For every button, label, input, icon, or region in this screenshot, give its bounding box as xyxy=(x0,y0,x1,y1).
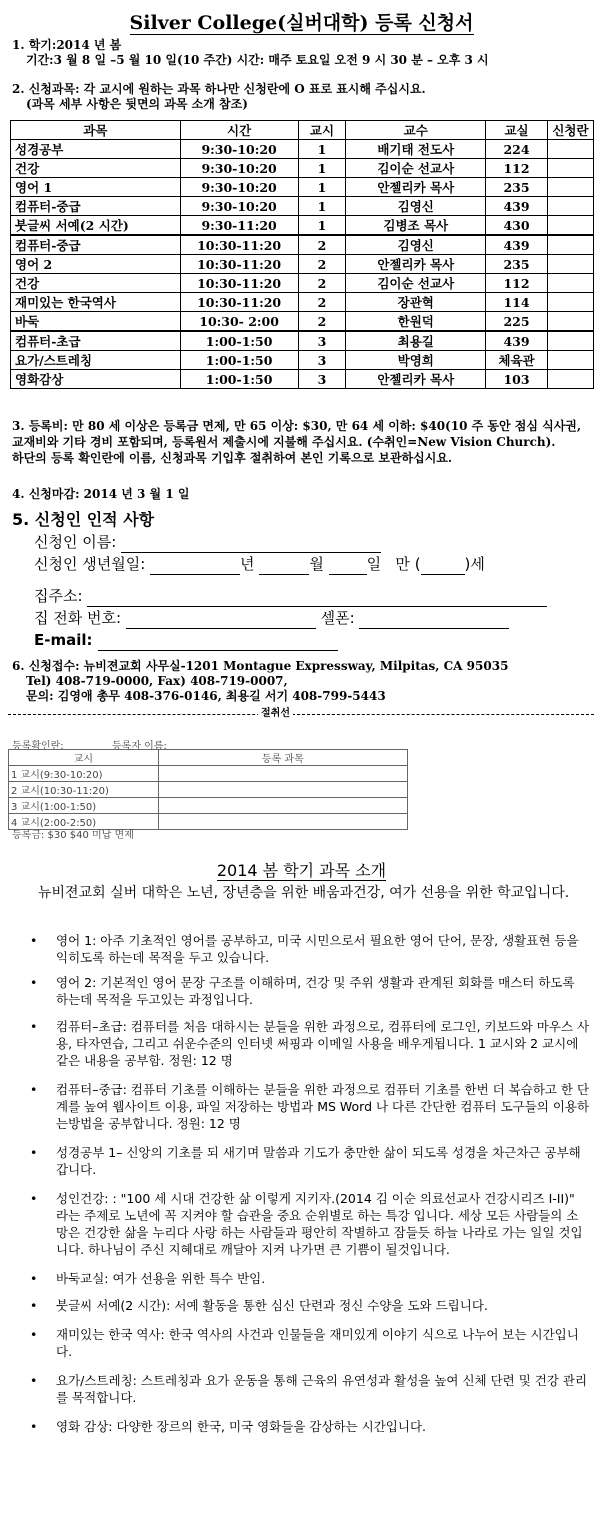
intro-text: 뉴비젼교회 실버 대학은 노년, 장년층을 위한 배움과건강, 여가 선용을 위한 학교입니다. xyxy=(38,885,570,901)
course-name: 컴퓨터-초급 xyxy=(11,331,181,351)
cut-line-label: 절취선 xyxy=(258,708,293,720)
bullet-icon: • xyxy=(30,1298,38,1313)
course-row xyxy=(11,351,594,370)
month-label: 월 xyxy=(309,555,324,573)
receipt-table xyxy=(8,749,408,830)
receipt-row xyxy=(9,766,408,782)
course-name: 바둑 xyxy=(11,312,181,332)
course-name: 영어 1 xyxy=(11,178,181,197)
description-label: 영화 감상: xyxy=(56,1419,113,1434)
description-text: 다양한 장르의 한국, 미국 영화들을 감상하는 시간입니다. xyxy=(116,1419,426,1434)
course-row xyxy=(11,331,594,351)
description-label: 성경공부 1– xyxy=(56,1145,123,1160)
name-label: 신청인 이름: xyxy=(34,533,117,551)
birth-row: 신청인 생년월일: 년 월 일 만 ( )세 xyxy=(34,555,485,573)
course-room: 439 xyxy=(486,197,548,216)
fee-line-1: 3. 등록비: 만 80 세 이상은 등록금 면제, 만 65 이상: $30, 만 64 세 이하: $40(10 주 동안 점심 식사권, xyxy=(12,419,582,433)
course-period: 1 xyxy=(298,159,346,178)
course-apply-cell[interactable] xyxy=(547,216,593,236)
cut-line xyxy=(8,708,594,720)
address-label: 집주소: xyxy=(34,587,83,605)
course-time: 10:30-11:20 xyxy=(180,293,298,312)
description-text: 신앙의 기초를 되 새기며 말씀과 기도가 충만한 삶이 되도록 성경을 차근차근 공부해갑니다. xyxy=(56,1145,581,1177)
receipt-col-period: 교시 xyxy=(9,750,159,766)
description-text: : "100 세 시대 건강한 삶 이렇게 지키자.(2014 김 이순 의료선교사 건강시리즈 I-II)" 라는 주제로 노년에 꼭 지켜야 할 습관을 중요 순위별로 하는 특강 입니다. 세상 모든 사람들의 소망은 건강한 삶을 누리다 사랑 하는 사람들과 평안히 작별하고 잠들듯 하늘 나라로 가는 일일 것입니다. 하나님이 주신 지혜대로 깨달아 지켜 나가면 큰 기쁨이 될것입니다. xyxy=(56,1191,583,1257)
deadline: 4. 신청마감: 2014 년 3 월 1 일 xyxy=(12,487,190,501)
description-item xyxy=(30,932,590,966)
course-room: 225 xyxy=(486,312,548,332)
course-instructor: 김이순 선교사 xyxy=(346,159,486,178)
description-label: 바둑교실: xyxy=(56,1271,109,1286)
cell-field[interactable] xyxy=(359,612,509,629)
course-apply-cell[interactable] xyxy=(547,197,593,216)
receipt-row xyxy=(9,798,408,814)
name-field[interactable] xyxy=(121,536,381,553)
description-item xyxy=(30,1418,590,1435)
course-room: 224 xyxy=(486,140,548,159)
course-apply-cell[interactable] xyxy=(547,293,593,312)
course-instruction: 2. 신청과목: 각 교시에 원하는 과목 하나만 신청란에 O 표로 표시해 주십시요. xyxy=(12,82,426,96)
description-label: 영어 2: xyxy=(56,975,97,990)
course-room: 235 xyxy=(486,255,548,274)
course-instructor: 김병조 목사 xyxy=(346,216,486,236)
receipt-row xyxy=(9,782,408,798)
course-instructor: 장관혁 xyxy=(346,293,486,312)
header-apply: 신청란 xyxy=(547,121,593,140)
course-apply-cell[interactable] xyxy=(547,274,593,293)
description-text: 서예 활동을 통한 심신 단련과 정신 수양을 도와 드립니다. xyxy=(174,1298,488,1313)
course-instructor: 안젤리카 목사 xyxy=(346,255,486,274)
bullet-icon: • xyxy=(30,933,38,948)
form-title: Silver College(실버대학) 등록 신청서 xyxy=(129,12,474,34)
description-text: 한국 역사의 사건과 인물들을 재미있게 이야기 식으로 나누어 보는 시간입니다. xyxy=(56,1327,579,1359)
course-apply-cell[interactable] xyxy=(547,331,593,351)
course-period: 1 xyxy=(298,140,346,159)
fee-line-3: 하단의 등록 확인란에 이름, 신청과목 기입후 절취하여 본인 기록으로 보관하십시요. xyxy=(12,451,453,465)
email-row xyxy=(34,629,338,651)
receipt-confirm-label: 등록확인란: xyxy=(12,741,64,752)
description-item xyxy=(30,1326,590,1360)
receipt-period: 3 교시(1:00-1:50) xyxy=(9,798,159,814)
description-item xyxy=(30,974,590,1008)
course-note: (과목 세부 사항은 뒷면의 과목 소개 참조) xyxy=(26,97,248,111)
course-time: 1:00-1:50 xyxy=(180,331,298,351)
course-apply-cell[interactable] xyxy=(547,370,593,389)
course-instructor: 김이순 선교사 xyxy=(346,274,486,293)
receipt-course-field[interactable] xyxy=(158,814,407,830)
description-item xyxy=(30,1297,590,1314)
course-room: 112 xyxy=(486,159,548,178)
birth-month-field[interactable] xyxy=(259,558,309,575)
bullet-icon: • xyxy=(30,1082,38,1097)
course-apply-cell[interactable] xyxy=(547,255,593,274)
course-instructor: 김영신 xyxy=(346,235,486,255)
fee-line-2: 교재비와 기타 경비 포함되며, 등록원서 제출시에 지불해 주십시요. (수취인=New Vision Church). xyxy=(12,435,556,449)
course-room: 235 xyxy=(486,178,548,197)
bullet-icon: • xyxy=(30,1271,38,1286)
birth-day-field[interactable] xyxy=(329,558,367,575)
course-period: 3 xyxy=(298,370,346,389)
receipt-col-course: 등록 과목 xyxy=(158,750,407,766)
course-time: 10:30- 2:00 xyxy=(180,312,298,332)
course-period: 1 xyxy=(298,178,346,197)
submission-line-1: 6. 신청접수: 뉴비젼교회 사무실-1201 Montague Expressway, Milpitas, CA 95035 xyxy=(12,659,509,673)
course-name: 건강 xyxy=(11,274,181,293)
age-field[interactable] xyxy=(421,558,465,575)
receipt-name-label: 등록자 이름: xyxy=(112,741,167,752)
phone-row xyxy=(34,607,509,629)
course-name: 컴퓨터-중급 xyxy=(11,235,181,255)
course-apply-cell[interactable] xyxy=(547,235,593,255)
birth-year-field[interactable] xyxy=(150,558,240,575)
course-name: 컴퓨터-중급 xyxy=(11,197,181,216)
course-row xyxy=(11,312,594,332)
course-row xyxy=(11,235,594,255)
header-course: 과목 xyxy=(11,121,181,140)
receipt-period: 4 교시(2:00-2:50) xyxy=(9,814,159,830)
description-label: 요가/스트레칭: xyxy=(56,1373,137,1388)
course-period: 3 xyxy=(298,351,346,370)
day-label: 일 xyxy=(366,555,382,573)
course-name: 영화감상 xyxy=(11,370,181,389)
course-apply-cell[interactable] xyxy=(547,312,593,332)
course-time: 9:30-10:20 xyxy=(180,140,298,159)
description-text: 기본적인 영어 문장 구조를 이해하며, 건강 및 주위 생활과 관계된 회화를 매스터 하도록 하는데 목적을 두고있는 과정입니다. xyxy=(56,975,575,1007)
course-row xyxy=(11,178,594,197)
course-period: 2 xyxy=(298,293,346,312)
course-row xyxy=(11,216,594,236)
email-field[interactable] xyxy=(98,634,338,651)
course-period: 2 xyxy=(298,255,346,274)
period-line: 기간:3 월 8 일 –5 월 10 일(10 주간) 시간: 매주 토요일 오전 9 시 30 분 – 오후 3 시 xyxy=(26,53,489,67)
course-instructor: 한원덕 xyxy=(346,312,486,332)
course-time: 1:00-1:50 xyxy=(180,351,298,370)
bullet-icon: • xyxy=(30,1419,38,1434)
course-period: 2 xyxy=(298,274,346,293)
header-period: 교시 xyxy=(298,121,346,140)
course-instructor: 안젤리카 목사 xyxy=(346,370,486,389)
course-period: 2 xyxy=(298,235,346,255)
applicant-heading: 5. 신청인 인적 사항 xyxy=(12,510,155,529)
course-room: 439 xyxy=(486,331,548,351)
intro-title: 2014 봄 학기 과목 소개 xyxy=(216,861,387,880)
email-label: E-mail: xyxy=(34,631,93,649)
course-name: 요가/스트레칭 xyxy=(11,351,181,370)
course-time: 10:30-11:20 xyxy=(180,255,298,274)
description-text: 컴퓨터를 처음 대하시는 분들을 위한 과정으로, 컴퓨터에 로그인, 키보드와 마우스 사용, 타자연습, 그리고 쉬운수준의 인터넷 써핑과 이메일 사용을 배우게됩니다. 1 교시와 2 교시에 같은 내용을 공부함. 정원: 12 명 xyxy=(56,1019,590,1068)
course-name: 재미있는 한국역사 xyxy=(11,293,181,312)
bullet-icon: • xyxy=(30,1373,38,1388)
course-period: 1 xyxy=(298,197,346,216)
course-time: 9:30-11:20 xyxy=(180,216,298,236)
submission-line-2: Tel) 408-719-0000, Fax) 408-719-0007, xyxy=(26,674,288,688)
receipt-period: 2 교시(10:30-11:20) xyxy=(9,782,159,798)
course-name: 성경공부 xyxy=(11,140,181,159)
course-instructor: 안젤리카 목사 xyxy=(346,178,486,197)
description-item xyxy=(30,1270,590,1287)
bullet-icon: • xyxy=(30,1327,38,1342)
receipt-header-row xyxy=(9,750,408,766)
description-label: 성인건강: xyxy=(56,1191,109,1206)
bullet-icon: • xyxy=(30,1145,38,1160)
course-name: 영어 2 xyxy=(11,255,181,274)
course-apply-cell[interactable] xyxy=(547,159,593,178)
course-header-row xyxy=(11,121,594,140)
course-table xyxy=(10,120,594,389)
receipt-fee-line: 등록금: $30 $40 미납 면제 xyxy=(12,830,134,841)
course-time: 9:30-10:20 xyxy=(180,197,298,216)
bullet-icon: • xyxy=(30,1019,38,1034)
header-room: 교실 xyxy=(486,121,548,140)
receipt-course-field[interactable] xyxy=(158,798,407,814)
course-row xyxy=(11,370,594,389)
course-name: 건강 xyxy=(11,159,181,178)
description-item xyxy=(30,1144,590,1178)
description-label: 재미있는 한국 역사: xyxy=(56,1327,165,1342)
course-row xyxy=(11,293,594,312)
description-label: 컴퓨터–초급: xyxy=(56,1019,127,1034)
description-label: 컴퓨터–중급: xyxy=(56,1082,127,1097)
course-time: 9:30-10:20 xyxy=(180,178,298,197)
receipt-course-field[interactable] xyxy=(158,766,407,782)
course-row xyxy=(11,197,594,216)
course-instructor: 최용길 xyxy=(346,331,486,351)
birth-label: 신청인 생년월일: xyxy=(34,555,146,573)
course-room: 체육관 xyxy=(486,351,548,370)
description-text: 컴퓨터 기초를 이해하는 분들을 위한 과정으로 컴퓨터 기초를 한번 더 복습하고 한 단계를 높여 웹사이트 이용, 파일 저장하는 방법과 MS Word 나 다른 간단한 컴퓨터 도구들의 이용하는방법을 공부합니다. 정원: 12 명 xyxy=(56,1082,590,1131)
semester-line: 1. 학기:2014 년 봄 xyxy=(12,38,122,52)
course-descriptions xyxy=(30,932,590,1447)
course-period: 2 xyxy=(298,312,346,332)
receipt-course-field[interactable] xyxy=(158,782,407,798)
course-name: 붓글씨 서예(2 시간) xyxy=(11,216,181,236)
course-time: 10:30-11:20 xyxy=(180,274,298,293)
address-row xyxy=(34,585,547,607)
bullet-icon: • xyxy=(30,975,38,990)
description-label: 영어 1: xyxy=(56,933,97,948)
receipt-period: 1 교시(9:30-10:20) xyxy=(9,766,159,782)
description-item xyxy=(30,1081,590,1132)
header-time: 시간 xyxy=(180,121,298,140)
description-text: 스트레칭과 요가 운동을 통해 근육의 유연성과 활성을 높여 신체 단련 및 건강 관리를 목적합니다. xyxy=(56,1373,588,1405)
course-period: 3 xyxy=(298,331,346,351)
course-row xyxy=(11,274,594,293)
year-label: 년 xyxy=(240,555,255,573)
course-room: 103 xyxy=(486,370,548,389)
course-time: 10:30-11:20 xyxy=(180,235,298,255)
description-text: 여가 선용을 위한 특수 반임. xyxy=(112,1271,266,1286)
description-item xyxy=(30,1190,590,1258)
header-instructor: 교수 xyxy=(346,121,486,140)
course-instructor: 배기태 전도사 xyxy=(346,140,486,159)
course-room: 114 xyxy=(486,293,548,312)
name-row xyxy=(34,531,381,553)
cell-label: 셀폰: xyxy=(320,609,355,627)
course-period: 1 xyxy=(298,216,346,236)
course-time: 9:30-10:20 xyxy=(180,159,298,178)
course-row xyxy=(11,255,594,274)
description-text: 아주 기초적인 영어를 공부하고, 미국 시민으로서 필요한 영어 단어, 문장, 생활표현 등을 익히도록 하는데 목적을 두고 있습니다. xyxy=(56,933,579,965)
course-row xyxy=(11,140,594,159)
course-instructor: 김영신 xyxy=(346,197,486,216)
phone-label: 집 전화 번호: xyxy=(34,609,122,627)
description-label: 붓글씨 서예(2 시간): xyxy=(56,1298,171,1313)
age-label: 만 xyxy=(395,555,410,573)
course-room: 112 xyxy=(486,274,548,293)
course-instructor: 박영희 xyxy=(346,351,486,370)
course-time: 1:00-1:50 xyxy=(180,370,298,389)
course-room: 430 xyxy=(486,216,548,236)
age-unit: 세 xyxy=(470,555,485,573)
description-item xyxy=(30,1372,590,1406)
bullet-icon: • xyxy=(30,1191,38,1206)
course-apply-cell[interactable] xyxy=(547,351,593,370)
course-apply-cell[interactable] xyxy=(547,178,593,197)
phone-field[interactable] xyxy=(126,612,316,629)
address-field[interactable] xyxy=(87,590,547,607)
course-apply-cell[interactable] xyxy=(547,140,593,159)
description-item xyxy=(30,1018,590,1069)
submission-line-3: 문의: 김영애 총무 408-376-0146, 최용길 서기 408-799-5443 xyxy=(26,689,386,703)
course-row xyxy=(11,159,594,178)
course-room: 439 xyxy=(486,235,548,255)
